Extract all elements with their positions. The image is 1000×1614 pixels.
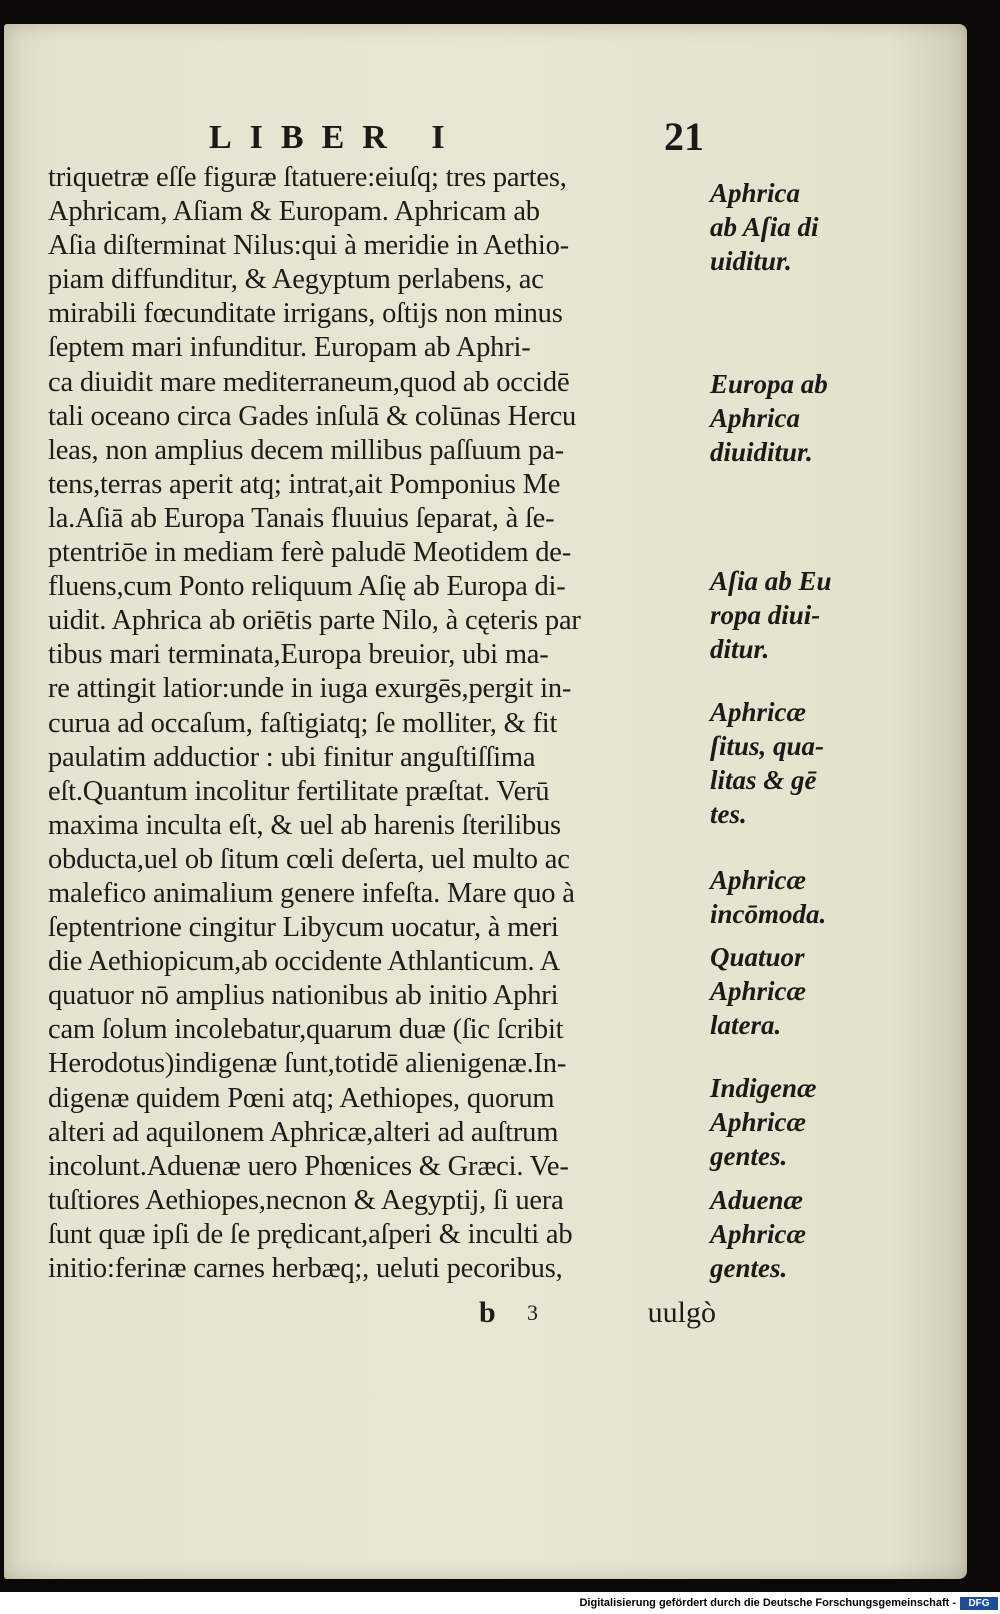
margin-note [710, 863, 860, 931]
text-line: maxima inculta eſt, & uel ab harenis ſterilibus [48, 809, 561, 841]
margin-note [710, 1183, 860, 1285]
text-line: Herodotus)indigenæ ſunt,totidē alienigenæ.In- [48, 1048, 567, 1080]
text-line: eſt.Quantum incolitur fertilitate præſtat. Verū [48, 775, 550, 807]
margin-note-line: tes. [710, 799, 747, 829]
body-text [48, 161, 724, 1286]
text-line: la.Aſiā ab Europa Tanais fluuius ſeparat, à ſe- [48, 502, 555, 534]
text-line: malefico animalium genere infeſta. Mare quo à [48, 877, 575, 909]
text-line: cam ſolum incolebatur,quarum duæ (ſic ſcribit [48, 1014, 564, 1046]
margin-note-line: ditur. [710, 634, 770, 664]
signature-number: 3 [527, 1300, 538, 1325]
text-line: uidit. Aphrica ab oriētis parte Nilo, à cęteris par [48, 605, 581, 637]
text-line: ptentriōe in mediam ferè paludē Meotidem de- [48, 537, 572, 569]
text-line: ſunt quæ ipſi de ſe prędicant,aſperi & inculti ab [48, 1218, 573, 1250]
text-line: curua ad occaſum, faſtigiatq; ſe molliter, & fit [48, 707, 558, 739]
margin-note-line: ſitus, qua- [710, 731, 825, 761]
margin-note-line: uiditur. [710, 246, 792, 276]
margin-note [710, 367, 860, 469]
text-line: Aſia diſterminat Nilus:qui à meridie in Aethio- [48, 230, 569, 262]
text-line: Aphricam, Aſiam & Europam. Aphricam ab [48, 196, 540, 228]
margin-note [710, 695, 860, 831]
margin-note-line: incōmoda. [710, 899, 827, 929]
dfg-logo: DFG [960, 1597, 998, 1610]
margin-note-line: Aphricæ [710, 697, 807, 727]
book-page [4, 24, 967, 1579]
text-line: tibus mari terminata,Europa breuior, ubi ma- [48, 639, 549, 671]
margin-note-line: Europa ab [710, 369, 828, 399]
text-line: paulatim adductior : ubi finitur anguſtiſſima [48, 741, 536, 773]
margin-note-line: Aphricæ [710, 976, 807, 1006]
page-header [209, 114, 709, 161]
text-line: tali oceano circa Gades inſulā & colūnas Hercu [48, 400, 577, 432]
text-line: initio:ferinæ carnes herbæq;, ueluti pecoribus, [48, 1253, 563, 1284]
margin-note-line: ab Aſia di [710, 212, 819, 242]
margin-note-line: Aphricæ [710, 1107, 807, 1137]
margin-note [710, 1071, 860, 1173]
margin-note-line: litas & gē [710, 765, 817, 795]
text-line: ca diuidit mare mediterraneum,quod ab occidē [48, 366, 570, 398]
text-line: incolunt.Aduenæ uero Phœnices & Græci. Ve- [48, 1150, 569, 1182]
margin-note-line: Aphricæ [710, 865, 807, 895]
margin-note-line: gentes. [710, 1141, 788, 1171]
text-line: ſeptem mari infunditur. Europam ab Aphri- [48, 332, 531, 364]
text-line: ſeptentrione cingitur Libycum uocatur, à meri [48, 912, 559, 944]
margin-note-line: diuiditur. [710, 437, 813, 467]
text-line: quatuor nō amplius nationibus ab initio Aphri [48, 980, 559, 1012]
text-line: tuſtiores Aethiopes,necnon & Aegyptij, ſi uera [48, 1184, 564, 1216]
margin-note-line: latera. [710, 1010, 782, 1040]
margin-note-line: Aduenæ [710, 1185, 804, 1215]
margin-note-line: Aphrica [710, 403, 801, 433]
margin-note-line: Indigenæ [710, 1073, 817, 1103]
text-line: mirabili fœcunditate irrigans, oſtijs non minus [48, 298, 563, 330]
signature-mark: b [479, 1296, 496, 1329]
margin-note-line: Aphrica [710, 178, 801, 208]
margin-note [710, 940, 860, 1042]
margin-note [710, 564, 860, 666]
catchword: uulgò [647, 1296, 716, 1329]
margin-note [710, 176, 860, 278]
page-number: 21 [664, 114, 704, 159]
text-line: piam diffunditur, & Aegyptum perlabens, ac [48, 264, 544, 296]
text-line: fluens,cum Ponto reliquum Aſię ab Europa di- [48, 571, 566, 603]
text-line: obducta,uel ob ſitum cœli deſerta, uel multo ac [48, 843, 570, 875]
margin-note-line: Aſia ab Eu [710, 566, 832, 596]
digitization-credit: Digitalisierung gefördert durch die Deutsche Forschungsgemeinschaft - [579, 1597, 956, 1609]
margin-note-line: gentes. [710, 1253, 788, 1283]
running-head: LIBER I [209, 119, 463, 156]
text-line: re attingit latior:unde in iuga exurgēs,pergit in- [48, 673, 572, 705]
text-line: tens,terras aperit atq; intrat,ait Pomponius Me [48, 468, 561, 500]
text-line: digenæ quidem Pœni atq; Aethiopes, quorum [48, 1082, 555, 1114]
margin-note-line: ropa diui- [710, 600, 821, 630]
margin-note-line: Aphricæ [710, 1219, 807, 1249]
text-line: alteri ad aquilonem Aphricæ,alteri ad auſtrum [48, 1116, 559, 1148]
text-line: leas, non amplius decem millibus paſſuum pa- [48, 434, 564, 466]
text-line: triquetræ eſſe figuræ ſtatuere:eiuſq; tres partes, [48, 162, 567, 193]
margin-note-line: Quatuor [710, 942, 805, 972]
signature-line [48, 1296, 724, 1336]
text-line: die Aethiopicum,ab occidente Athlanticum. A [48, 946, 561, 978]
